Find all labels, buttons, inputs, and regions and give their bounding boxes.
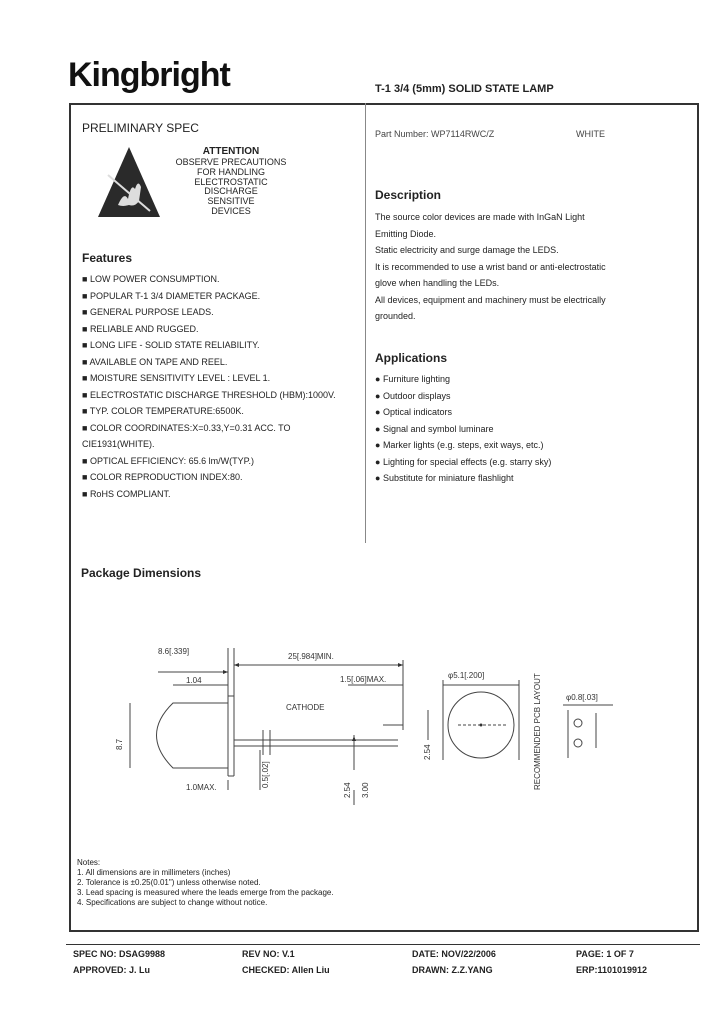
kingbright-logo: Kingbright: [68, 56, 230, 94]
feature-item: ■ COLOR REPRODUCTION INDEX:80.: [82, 472, 243, 482]
features-list: [82, 271, 362, 502]
description-heading: Description: [375, 188, 442, 202]
attention-title: ATTENTION: [202, 146, 260, 157]
note-item: 3. Lead spacing is measured where the leads emerge from the package.: [77, 888, 334, 897]
pcb-layout-label: RECOMMENDED PCB LAYOUT: [533, 673, 542, 790]
dim-8-6: 8.6[.339]: [158, 647, 190, 656]
dim-0-8: φ0.8[.03]: [566, 693, 598, 702]
footer-divider: [66, 944, 700, 945]
description-line: The source color devices are made with InGaN Light: [375, 212, 585, 222]
feature-item: ■ GENERAL PURPOSE LEADS.: [82, 307, 214, 317]
page-number: PAGE: 1 OF 7: [576, 949, 634, 959]
feature-item: ■ LOW POWER CONSUMPTION.: [82, 274, 220, 284]
description-line: Static electricity and surge damage the LEDS.: [375, 245, 559, 255]
application-item: ● Lighting for special effects (e.g. starry sky): [375, 456, 552, 467]
dim-8-7: 8.7: [115, 738, 124, 750]
note-item: 4. Specifications are subject to change without notice.: [77, 898, 268, 907]
description-line: All devices, equipment and machinery must be electrically: [375, 294, 606, 305]
feature-item: ■ POPULAR T-1 3/4 DIAMETER PACKAGE.: [82, 290, 261, 301]
description-line: grounded.: [375, 311, 416, 321]
application-item: ● Furniture lighting: [375, 374, 450, 384]
application-item: ● Optical indicators: [375, 407, 452, 417]
feature-item: ■ AVAILABLE ON TAPE AND REEL.: [82, 356, 228, 367]
description-line: Emitting Diode.: [375, 228, 437, 239]
approved-by: APPROVED: J. Lu: [73, 965, 151, 975]
description-line: It is recommended to use a wrist band or anti-electrostatic: [375, 261, 606, 272]
notes-section: [77, 858, 334, 908]
dim-5-1: φ5.1[.200]: [448, 671, 485, 680]
revision-number: REV NO: V.1: [242, 949, 295, 959]
feature-item: ■ MOISTURE SENSITIVITY LEVEL : LEVEL 1.: [82, 373, 271, 383]
feature-item: ■ TYP. COLOR TEMPERATURE:6500K.: [82, 406, 244, 416]
dim-2-54-top: 2.54: [423, 744, 432, 760]
erp-number: ERP:1101019912: [576, 965, 648, 975]
applications-heading: Applications: [375, 351, 448, 365]
application-item: ● Outdoor displays: [375, 390, 451, 401]
feature-item: ■ LONG LIFE - SOLID STATE RELIABILITY.: [82, 340, 260, 350]
features-heading: Features: [82, 251, 133, 265]
document-title: T-1 3/4 (5mm) SOLID STATE LAMP: [375, 83, 554, 95]
attention-line: ELECTROSTATIC: [194, 176, 268, 187]
attention-line: SENSITIVE: [207, 196, 255, 207]
note-item: 1. All dimensions are in millimeters (inches): [77, 868, 231, 877]
drawn-by: DRAWN: Z.Z.YANG: [412, 965, 493, 975]
feature-item: ■ ELECTROSTATIC DISCHARGE THRESHOLD (HBM):1000V.: [82, 389, 336, 400]
dim-1-04: 1.04: [186, 676, 202, 685]
dim-1-0-max: 1.0MAX.: [186, 783, 217, 792]
part-number: Part Number: WP7114RWC/Z: [375, 129, 495, 139]
applications-list: [375, 371, 551, 487]
esd-warning-icon: [96, 145, 162, 219]
feature-item: ■ COLOR COORDINATES:X=0.33,Y=0.31 ACC. TO: [82, 422, 291, 433]
description-line: glove when handling the LEDs.: [375, 278, 500, 288]
column-divider: [365, 103, 366, 543]
note-item: 2. Tolerance is ±0.25(0.01") unless otherwise noted.: [77, 878, 261, 887]
feature-item-continued: CIE1931(WHITE).: [82, 439, 155, 449]
dim-0-5-square: 0.5[.02]: [261, 761, 270, 788]
feature-item: ■ RoHS COMPLIANT.: [82, 488, 171, 499]
application-item: ● Marker lights (e.g. steps, exit ways, etc.): [375, 440, 544, 450]
emitting-color: WHITE: [576, 129, 605, 139]
dim-2-54: 2.54: [343, 782, 352, 798]
application-item: ● Signal and symbol luminare: [375, 423, 494, 434]
notes-title: Notes:: [77, 858, 101, 867]
attention-line: FOR HANDLING: [196, 166, 265, 177]
cathode-label: CATHODE: [286, 703, 325, 712]
attention-text: [168, 158, 294, 217]
attention-line: OBSERVE PRECAUTIONS: [175, 157, 287, 167]
preliminary-spec-label: PRELIMINARY SPEC: [82, 121, 199, 135]
spec-number: SPEC NO: DSAG9988: [73, 949, 166, 959]
dim-3-00: 3.00: [361, 782, 370, 798]
application-item: ● Substitute for miniature flashlight: [375, 473, 514, 483]
checked-by: CHECKED: Allen Liu: [242, 965, 330, 975]
feature-item: ■ RELIABLE AND RUGGED.: [82, 323, 199, 334]
dim-1-5-max: 1.5[.06]MAX.: [340, 675, 387, 684]
feature-item: ■ OPTICAL EFFICIENCY: 65.6 lm/W(TYP.): [82, 455, 254, 466]
package-dimensions-heading: Package Dimensions: [81, 566, 202, 580]
package-drawing: [78, 630, 618, 820]
date: DATE: NOV/22/2006: [412, 949, 496, 959]
attention-line: DISCHARGE: [204, 186, 258, 197]
attention-line: DEVICES: [211, 205, 251, 216]
dim-25-min: 25[.984]MIN.: [288, 652, 334, 661]
description-text: [375, 209, 695, 325]
